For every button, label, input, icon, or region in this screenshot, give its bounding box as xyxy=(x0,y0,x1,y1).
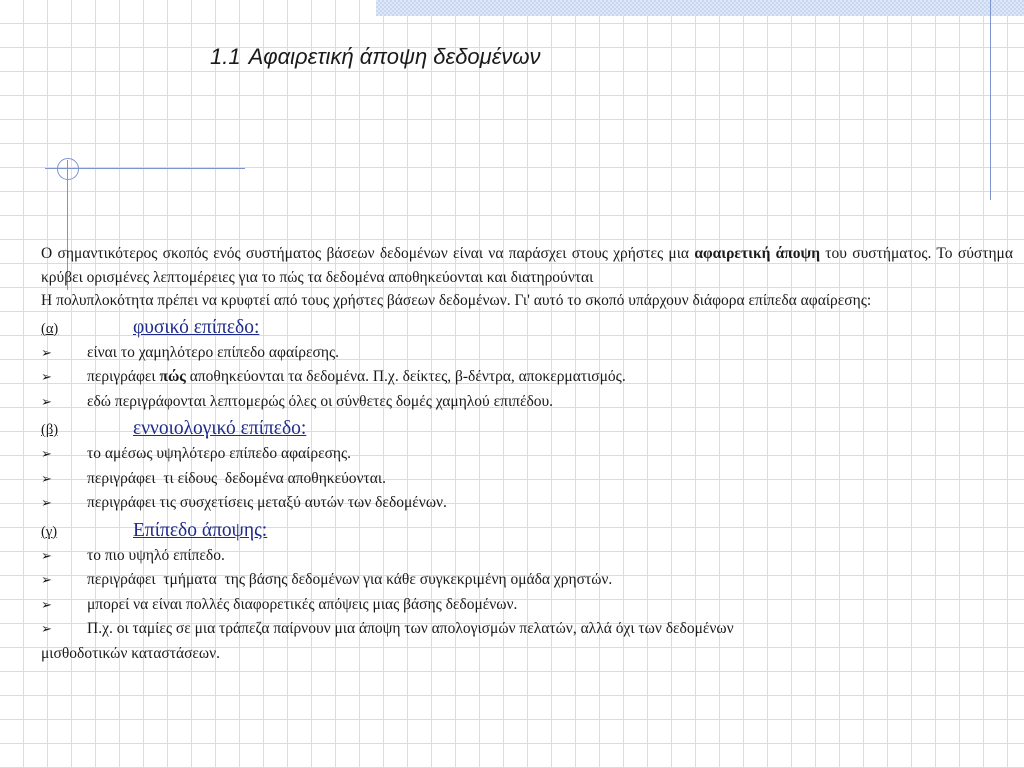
level-physical-heading xyxy=(41,316,1013,341)
intro-paragraph-1 xyxy=(41,242,1013,289)
intro-p1-text-end: του συστήματος. Το σύστημα κρύβει ορισμένες λεπτομέρειες για το πώς τα δεδομένα αποθηκεύονται και διατηρούνται xyxy=(41,245,1013,286)
level-name: εννοιολογικό επίπεδο: xyxy=(133,418,307,439)
slide-title xyxy=(210,44,541,70)
bullet-text: περιγράφει τμήματα της βάσης δεδομένων για κάθε συγκεκριμένη ομάδα χρηστών. xyxy=(87,571,613,588)
arrow-bullet-icon: ➢ xyxy=(41,447,52,462)
level-conceptual-heading xyxy=(41,417,1013,442)
slide-body xyxy=(41,242,1013,665)
arrow-bullet-icon: ➢ xyxy=(41,394,52,410)
bullet-text: εδώ περιγράφονται λεπτομερώς όλες οι σύνθετες δομές χαμηλού επιπέδου. xyxy=(87,392,554,410)
intro-p1-text: Ο σημαντικότερος σκοπός ενός συστήματος βάσεων δεδομένων είναι να παράσχει στους χρήστες μια xyxy=(41,245,695,262)
bullet-text: περιγράφει τι είδους δεδομένα αποθηκεύονται. xyxy=(87,469,386,487)
list-item xyxy=(41,341,1013,366)
arrow-bullet-icon: ➢ xyxy=(41,597,52,613)
top-decorative-band xyxy=(376,0,1024,16)
level-name: φυσικό επίπεδο: xyxy=(133,316,260,338)
bullet-text: περιγράφει τις συσχετίσεις μεταξύ αυτών των δεδομένων. xyxy=(87,494,447,511)
list-item xyxy=(41,442,1013,467)
list-item xyxy=(41,593,1013,618)
bullet-text-start: περιγράφει xyxy=(87,368,160,385)
title-text: Αφαιρετική άποψη δεδομένων xyxy=(248,44,541,69)
level-mark: (β) xyxy=(41,422,59,438)
level-name: Επίπεδο άποψης: xyxy=(133,519,268,541)
bullet-text: Π.χ. οι ταμίες σε μια τράπεζα παίρνουν μια άποψη των απολογισμών πελατών, αλλά όχι των δεδομένων xyxy=(87,620,734,637)
bullet-text: είναι το χαμηλότερο επίπεδο αφαίρεσης. xyxy=(87,343,339,361)
intro-p1-bold: αφαιρετική άποψη xyxy=(694,245,821,262)
arrow-bullet-icon: ➢ xyxy=(41,370,52,385)
bullet-text: το πιο υψηλό επίπεδο. xyxy=(87,546,225,564)
bullet-bold: πώς xyxy=(159,368,186,385)
level-mark: (γ) xyxy=(41,523,58,540)
arrow-bullet-icon: ➢ xyxy=(41,345,52,361)
bullet-text: μπορεί να είναι πολλές διαφορετικές απόψεις μιας βάσης δεδομένων. xyxy=(87,595,518,613)
arrow-bullet-icon: ➢ xyxy=(41,622,52,637)
bullet-text: το αμέσως υψηλότερο επίπεδο αφαίρεσης. xyxy=(87,445,352,462)
list-item xyxy=(41,467,1013,492)
bullet-text-continued: μισθοδοτικών καταστάσεων. xyxy=(41,644,221,662)
bullet-text xyxy=(87,365,626,389)
level-view-heading xyxy=(41,519,1013,544)
arrow-bullet-icon: ➢ xyxy=(41,496,52,511)
list-item xyxy=(41,365,1013,390)
arrow-bullet-icon: ➢ xyxy=(41,548,52,564)
bullet-text-end: αποθηκεύονται τα δεδομένα. Π.χ. δείκτες, β-δέντρα, αποκερματισμός. xyxy=(185,368,626,385)
crosshair-circle xyxy=(57,158,79,180)
level-mark: (α) xyxy=(41,320,59,337)
list-item xyxy=(41,544,1013,569)
list-item xyxy=(41,617,1013,665)
intro-paragraph-2: Η πολυπλοκότητα πρέπει να κρυφτεί από τους χρήστες βάσεων δεδομένων. Γι' αυτό το σκοπό υπάρχουν διάφορα επίπεδα αφαίρεσης: xyxy=(41,292,872,309)
arrow-bullet-icon: ➢ xyxy=(41,471,52,487)
right-vertical-rule xyxy=(990,0,991,200)
title-number: 1.1 xyxy=(210,44,241,69)
arrow-bullet-icon: ➢ xyxy=(41,573,52,588)
list-item xyxy=(41,491,1013,516)
list-item xyxy=(41,390,1013,415)
list-item xyxy=(41,568,1013,593)
